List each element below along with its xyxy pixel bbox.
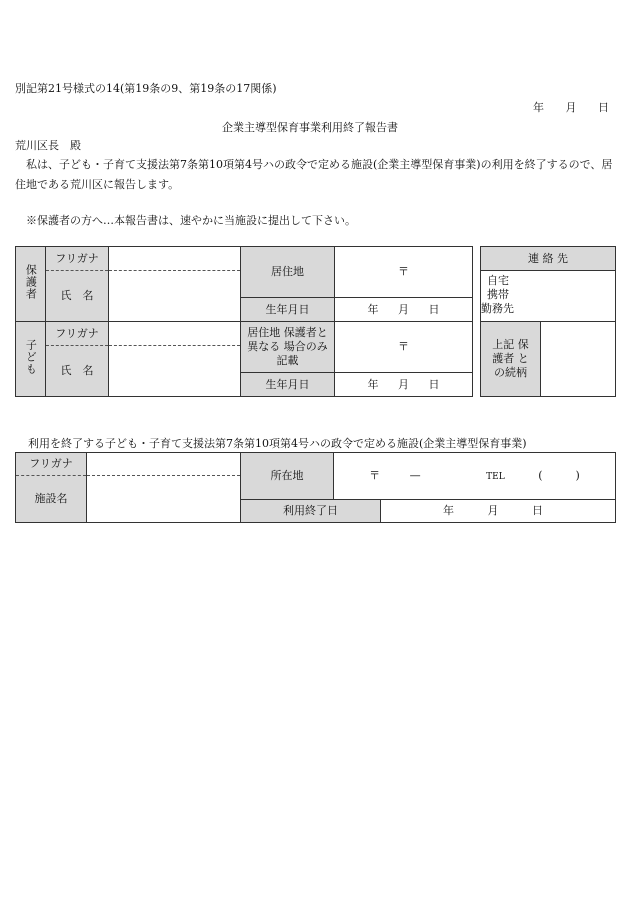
- child-furigana-field[interactable]: [109, 322, 241, 346]
- facility-section-title: 利用を終了する子ども・子育て支援法第7条第10項第4号ハの政令で定める施設(企業主導型保育事業): [28, 437, 527, 450]
- child-birthdate-field[interactable]: 年 月 日: [335, 373, 473, 397]
- facility-location-label: 所在地: [241, 453, 334, 500]
- guardian-birthdate-field[interactable]: 年 月 日: [335, 298, 473, 322]
- contact-work-label: 勤務先: [481, 301, 514, 315]
- postal-mark: 〒: [398, 340, 409, 354]
- child-name-field[interactable]: [109, 346, 241, 397]
- contact-header: 連 絡 先: [481, 247, 616, 271]
- contact-home-label: 自宅: [487, 274, 509, 287]
- guardian-child-table: [15, 246, 616, 397]
- end-date-label: 利用終了日: [241, 500, 381, 523]
- report-statement: 私は、子ども・子育て支援法第7条第10項第4号ハの政令で定める施設(企業主導型保育事業)の利用を終了するので、居住地である荒川区に報告します。: [15, 158, 613, 191]
- facility-name-label: 施設名: [16, 476, 87, 523]
- guardian-notice: ※保護者の方へ…本報告書は、速やかに当施設に提出して下さい。: [26, 214, 356, 227]
- child-residence-field[interactable]: [335, 322, 473, 373]
- guardian-name-label: 氏 名: [46, 271, 109, 322]
- report-date: 年 月 日: [533, 101, 609, 114]
- facility-name-field[interactable]: [87, 476, 241, 523]
- child-furigana-label: フリガナ: [46, 322, 109, 346]
- guardian-section-label: 保護者: [16, 247, 46, 322]
- postal-dash: —: [409, 468, 421, 482]
- contact-mobile-label: 携帯: [487, 287, 509, 301]
- tel-label: TEL: [486, 471, 505, 482]
- relationship-field[interactable]: [541, 322, 616, 397]
- facility-furigana-label: フリガナ: [16, 453, 87, 476]
- guardian-residence-label: 居住地: [241, 247, 335, 298]
- guardian-furigana-field[interactable]: [109, 247, 241, 271]
- guardian-residence-field[interactable]: [335, 247, 473, 298]
- facility-furigana-field[interactable]: [87, 453, 241, 476]
- end-date-field[interactable]: 年 月 日: [381, 500, 616, 523]
- guardian-birthdate-label: 生年月日: [241, 298, 335, 322]
- postal-mark: 〒: [369, 468, 381, 482]
- guardian-furigana-label: フリガナ: [46, 247, 109, 271]
- child-section-label: 子ども: [16, 322, 46, 397]
- form-number: 別記第21号様式の14(第19条の9、第19条の17関係): [15, 82, 277, 95]
- facility-table: [15, 452, 616, 523]
- child-birthdate-label: 生年月日: [241, 373, 335, 397]
- page-title: 企業主導型保育事業利用終了報告書: [222, 121, 398, 134]
- relationship-label: 上記 保護者 との続柄: [481, 322, 541, 397]
- contact-field[interactable]: [481, 271, 616, 322]
- guardian-name-field[interactable]: [109, 271, 241, 322]
- tel-parens: ( ): [538, 468, 580, 482]
- child-residence-label: 居住地 保護者と異なる 場合のみ記載: [241, 322, 335, 373]
- addressee: 荒川区長 殿: [15, 139, 81, 152]
- child-name-label: 氏 名: [46, 346, 109, 397]
- postal-mark: 〒: [398, 265, 409, 279]
- facility-location-field[interactable]: [334, 453, 616, 500]
